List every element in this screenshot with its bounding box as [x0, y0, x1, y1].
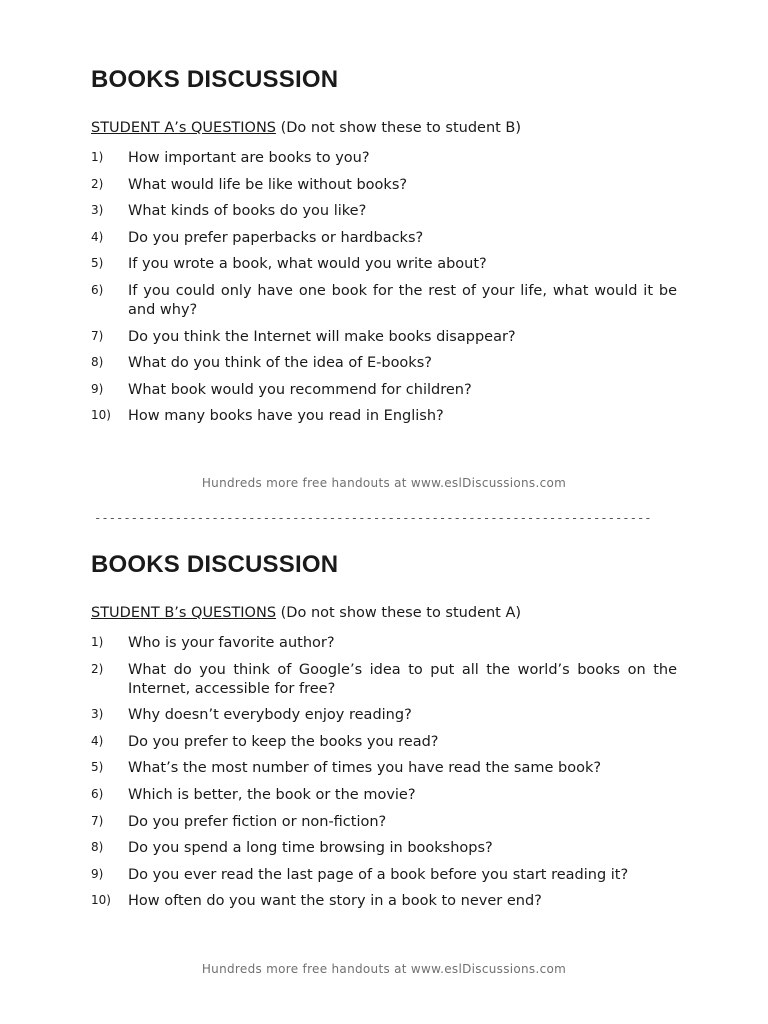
question-number: 10)	[91, 408, 111, 423]
question-item	[91, 661, 677, 699]
question-text: What book would you recommend for children?	[128, 381, 472, 398]
question-item	[91, 282, 677, 320]
question-item	[91, 839, 677, 858]
question-number: 7)	[91, 813, 104, 828]
question-number: 1)	[91, 150, 104, 164]
question-text: Do you ever read the last page of a book before you start reading it?	[128, 866, 629, 883]
question-item	[91, 149, 677, 168]
question-item	[91, 255, 677, 274]
question-item	[91, 813, 677, 832]
question-number: 4)	[91, 733, 104, 748]
question-item	[91, 229, 677, 248]
question-number: 6)	[91, 282, 104, 297]
question-number: 3)	[91, 203, 104, 218]
section-subtitle	[91, 604, 677, 622]
question-list	[91, 634, 677, 911]
question-item	[91, 634, 677, 653]
subtitle-note: (Do not show these to student B)	[276, 120, 522, 136]
question-number: 1)	[91, 635, 104, 649]
question-number: 10)	[91, 893, 111, 908]
student-b-section	[91, 551, 677, 919]
question-item	[91, 354, 677, 373]
page-title: BOOKS DISCUSSION	[91, 551, 339, 578]
subtitle-heading: STUDENT A’s QUESTIONS	[91, 120, 276, 136]
question-number: 2)	[91, 176, 104, 191]
question-text: Do you prefer paperbacks or hardbacks?	[128, 229, 424, 246]
question-text: Who is your favorite author?	[128, 635, 335, 651]
question-number: 9)	[91, 866, 104, 881]
question-number: 9)	[91, 381, 104, 396]
footer-credit: Hundreds more free handouts at www.eslDiscussions.com	[201, 962, 567, 976]
question-item	[91, 866, 677, 885]
subtitle-heading: STUDENT B’s QUESTIONS	[91, 605, 277, 621]
question-text: What kinds of books do you like?	[128, 203, 367, 220]
question-text: If you wrote a book, what would you write about?	[128, 256, 487, 273]
question-number: 2)	[91, 661, 104, 676]
cut-line-divider: ----------------------------------------------------------------------------	[94, 511, 652, 525]
section-subtitle	[91, 119, 677, 137]
question-number: 6)	[91, 786, 104, 801]
question-text: Do you prefer to keep the books you read?	[128, 733, 439, 750]
question-text: What do you think of Google’s idea to put all the world’s books on the Internet, accessible for free?	[128, 661, 677, 697]
question-text: Which is better, the book or the movie?	[128, 786, 416, 803]
question-list	[91, 149, 677, 426]
question-text: Do you think the Internet will make books disappear?	[128, 328, 516, 345]
question-text: How important are books to you?	[128, 150, 370, 166]
question-number: 8)	[91, 840, 104, 855]
question-item	[91, 759, 677, 778]
question-item	[91, 176, 677, 195]
page-title: BOOKS DISCUSSION	[91, 66, 339, 93]
question-text: What do you think of the idea of E-books?	[128, 355, 432, 372]
question-text: What would life be like without books?	[128, 176, 408, 193]
question-text: Why doesn’t everybody enjoy reading?	[128, 707, 412, 724]
question-item	[91, 892, 677, 911]
question-text: How many books have you read in English?	[128, 408, 444, 425]
question-number: 4)	[91, 229, 104, 244]
question-item	[91, 328, 677, 347]
question-text: How often do you want the story in a book to never end?	[128, 893, 542, 910]
question-item	[91, 407, 677, 426]
question-number: 5)	[91, 256, 104, 271]
question-text: Do you spend a long time browsing in bookshops?	[128, 840, 493, 857]
question-number: 8)	[91, 355, 104, 370]
subtitle-note: (Do not show these to student A)	[276, 605, 522, 621]
question-item	[91, 202, 677, 221]
question-number: 7)	[91, 328, 104, 343]
question-text: What’s the most number of times you have read the same book?	[128, 760, 602, 777]
question-item	[91, 381, 677, 400]
question-text: If you could only have one book for the rest of your life, what would it be and why?	[128, 282, 677, 318]
question-number: 5)	[91, 760, 104, 775]
question-item	[91, 706, 677, 725]
question-item	[91, 733, 677, 752]
question-text: Do you prefer fiction or non-fiction?	[128, 813, 387, 830]
student-a-section	[91, 66, 677, 434]
question-item	[91, 786, 677, 805]
question-number: 3)	[91, 707, 104, 722]
footer-credit: Hundreds more free handouts at www.eslDiscussions.com	[201, 476, 567, 490]
